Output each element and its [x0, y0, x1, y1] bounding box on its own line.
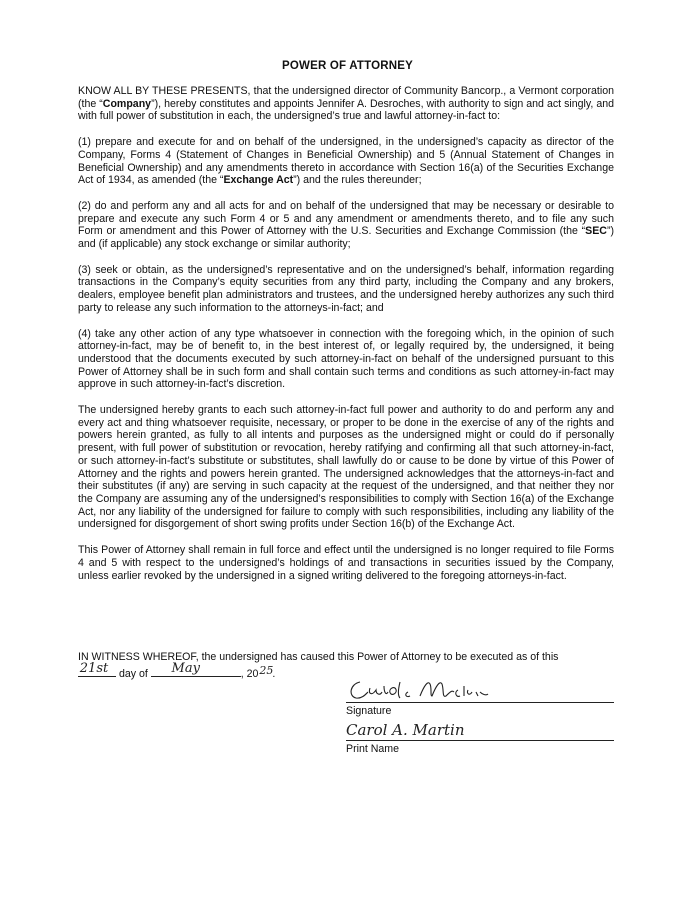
intro-text-2: ”), hereby constitutes and appoints Jennifer A. Desroches, with authority to sign and act singly, and with full power of substitution in each, the undersigned’s true and lawful attorney-in-fact to:	[78, 97, 614, 123]
intro-paragraph	[78, 85, 614, 123]
day-blank	[78, 661, 116, 677]
item-1-text-1: (1) prepare and execute for and on behalf of the undersigned, in the undersigned’s capacity as director of the Company, Forms 4 (Statement of Changes in Beneficial Ownership) and 5 (Annual Statement of Changes in Beneficial Ownership) and any amendments thereto in accordance with Section 16(a) of the Securities Exchange Act of 1934, as amended (the “	[78, 136, 614, 187]
item-1-text-2: ”) and the rules thereunder;	[293, 174, 422, 187]
print-name-block	[346, 718, 614, 755]
item-3-paragraph: (3) seek or obtain, as the undersigned’s representative and on the undersigned’s behalf, information regarding transactions in the Company’s equity securities from any third party, including the Company and any brokers, dealers, employee benefit plan administrators and trustees, and the undersigned hereby authorizes any such third party to release any such information to the attorneys-in-fact; and	[78, 263, 614, 314]
signature-scribble	[346, 674, 516, 704]
witness-date-line: 21st day of May , 20 25 .	[78, 664, 618, 681]
item-4-paragraph: (4) take any other action of any type whatsoever in connection with the foregoing which, in the opinion of such attorney-in-fact, may be of benefit to, in the best interest of, or legally required by, the undersigned, it being understood that the documents executed by such attorney-in-fact on behalf of the undersigned pursuant to this Power of Attorney shall be in such form and shall contain such terms and conditions as such attorney-in-fact may approve in such attorney-in-fact’s discretion.	[78, 327, 614, 391]
item-2-text-1: (2) do and perform any and all acts for and on behalf of the undersigned that may be necessary or desirable to prepare and execute any such Form 4 or 5 and any amendment or amendments thereto, and to file any such Form or amendment and this Power of Attorney with the U.S. Securities and Exchange Commission (the “	[78, 199, 614, 238]
month-handwritten: May	[171, 661, 200, 676]
grant-paragraph: The undersigned hereby grants to each such attorney-in-fact full power and authority to do and perform any and every act and thing whatsoever requisite, necessary, or proper to be done in the exercise of any of the rights and powers herein granted, as fully to all intents and purposes as the undersigned might or could do if personally present, with full power of substitution or revocation, hereby ratifying and confirming all that such attorney-in-fact, or such attorney-in-fact’s substitute or substitutes, shall lawfully do or cause to be done by virtue of this Power of Attorney and the rights and powers herein granted. The undersigned acknowledges that the attorneys-in-fact and their substitutes (if any) are serving in such capacity at the request of the undersigned, and that neither they nor the Company are assuming any of the undersigned’s responsibilities to comply with Section 16(a) of the Exchange Act, nor any liability of the undersigned for failure to comply with such responsibilities, including any liability of the undersigned for disgorgement of short swing profits under Section 16(b) of the Exchange Act.	[78, 404, 614, 531]
item-2-text-2: ”) and (if applicable) any stock exchange or similar authority;	[78, 225, 614, 251]
month-blank	[151, 661, 241, 677]
year-handwritten: 25	[259, 664, 274, 677]
print-name-line	[346, 718, 614, 741]
document-title: POWER OF ATTORNEY	[282, 60, 413, 72]
day-of-text: day of	[116, 667, 151, 680]
sec-term: SEC	[585, 225, 607, 238]
company-term: Company	[102, 97, 152, 110]
signature-block	[346, 680, 614, 717]
item-1-paragraph	[78, 136, 614, 187]
document-body	[78, 85, 614, 582]
day-handwritten: 21st	[79, 661, 109, 676]
exchange-act-term: Exchange Act	[223, 174, 294, 187]
item-2-paragraph	[78, 200, 614, 251]
print-name-handwritten: Carol A. Martin	[346, 721, 465, 739]
print-name-label: Print Name	[346, 743, 399, 755]
year-prefix-text: , 20	[240, 667, 259, 680]
intro-text-1: KNOW ALL BY THESE PRESENTS, that the undersigned director of Community Bancorp., a Vermont corporation (the “	[78, 85, 614, 110]
signature-label: Signature	[346, 705, 392, 717]
duration-paragraph: This Power of Attorney shall remain in full force and effect until the undersigned is no longer required to file Forms 4 and 5 with respect to the undersigned’s holdings of and transactions in securities issued by the Company, unless earlier revoked by the undersigned in a signed writing delivered to the foregoing attorneys-in-fact.	[78, 544, 614, 582]
signature-line	[346, 680, 614, 703]
witness-text: IN WITNESS WHEREOF, the undersigned has caused this Power of Attorney to be executed as of this	[78, 651, 559, 663]
year-blank	[258, 665, 272, 677]
